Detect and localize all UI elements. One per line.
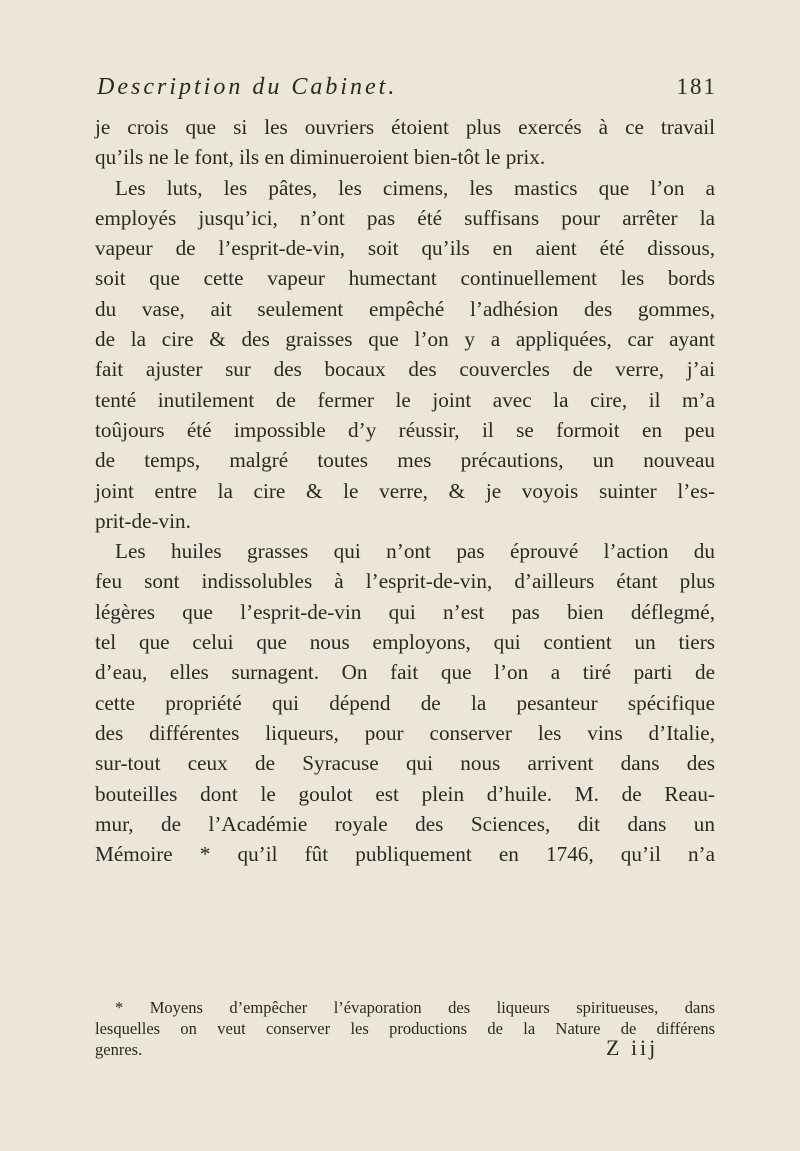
footnote-line: lesquelles on veut conserver les productions de la Nature de différens	[95, 1019, 715, 1038]
text-line: de la cire & des graisses que l’on y a appliquées, car ayant	[95, 327, 715, 352]
text-line: vapeur de l’esprit-de-vin, soit qu’ils en aient été dissous,	[95, 236, 715, 261]
text-line: des différentes liqueurs, pour conserver les vins d’Italie,	[95, 720, 715, 745]
body-text	[95, 112, 715, 869]
text-line: je crois que si les ouvriers étoient plus exercés à ce travail	[95, 115, 715, 139]
text-line: feu sont indissolubles à l’esprit-de-vin, d’ailleurs étant plus	[95, 569, 715, 594]
text-line: fait ajuster sur des bocaux des couvercles de verre, j’ai	[95, 357, 715, 382]
text-line: mur, de l’Académie royale des Sciences, dit dans un	[95, 811, 715, 836]
text-line: bouteilles dont le goulot est plein d’huile. M. de Reau-	[95, 781, 715, 806]
text-line: toûjours été impossible d’y réussir, il se formoit en peu	[95, 417, 715, 442]
footnote-line: * Moyens d’empêcher l’évaporation des liqueurs spiritueuses, dans	[115, 998, 715, 1017]
text-line: joint entre la cire & le verre, & je voyois suinter l’es-	[95, 478, 715, 503]
text-line: employés jusqu’ici, n’ont pas été suffisans pour arrêter la	[95, 205, 715, 230]
text-line: Mémoire * qu’il fût publiquement en 1746, qu’il n’a	[95, 842, 715, 867]
text-line: d’eau, elles surnagent. On fait que l’on a tiré parti de	[95, 660, 715, 685]
text-line: légères que l’esprit-de-vin qui n’est pas bien déflegmé,	[95, 599, 715, 624]
text-line: cette propriété qui dépend de la pesanteur spécifique	[95, 690, 715, 715]
text-line: Les luts, les pâtes, les cimens, les mastics que l’on a	[115, 175, 715, 200]
text-line: de temps, malgré toutes mes précautions, un nouveau	[95, 448, 715, 473]
text-line: tel que celui que nous employons, qui contient un tiers	[95, 630, 715, 655]
text-line: sur-tout ceux de Syracuse qui nous arrivent dans des	[95, 751, 715, 776]
page-number: 181	[676, 74, 717, 99]
printer-signature-mark: Z iij	[606, 1035, 659, 1060]
text-line: prit-de-vin.	[95, 508, 191, 533]
text-line: du vase, ait seulement empêché l’adhésion des gommes,	[95, 296, 715, 321]
text-line: tenté inutilement de fermer le joint avec la cire, il m’a	[95, 387, 715, 412]
text-line: qu’ils ne le font, ils en diminueroient bien-tôt le prix.	[95, 145, 546, 170]
running-title: Description du Cabinet.	[97, 74, 398, 100]
page-header	[97, 74, 717, 108]
text-line: soit que cette vapeur humectant continuellement les bords	[95, 266, 715, 291]
footnote-line: genres.	[95, 1040, 143, 1059]
text-line: Les huiles grasses qui n’ont pas éprouvé l’action du	[115, 539, 715, 564]
